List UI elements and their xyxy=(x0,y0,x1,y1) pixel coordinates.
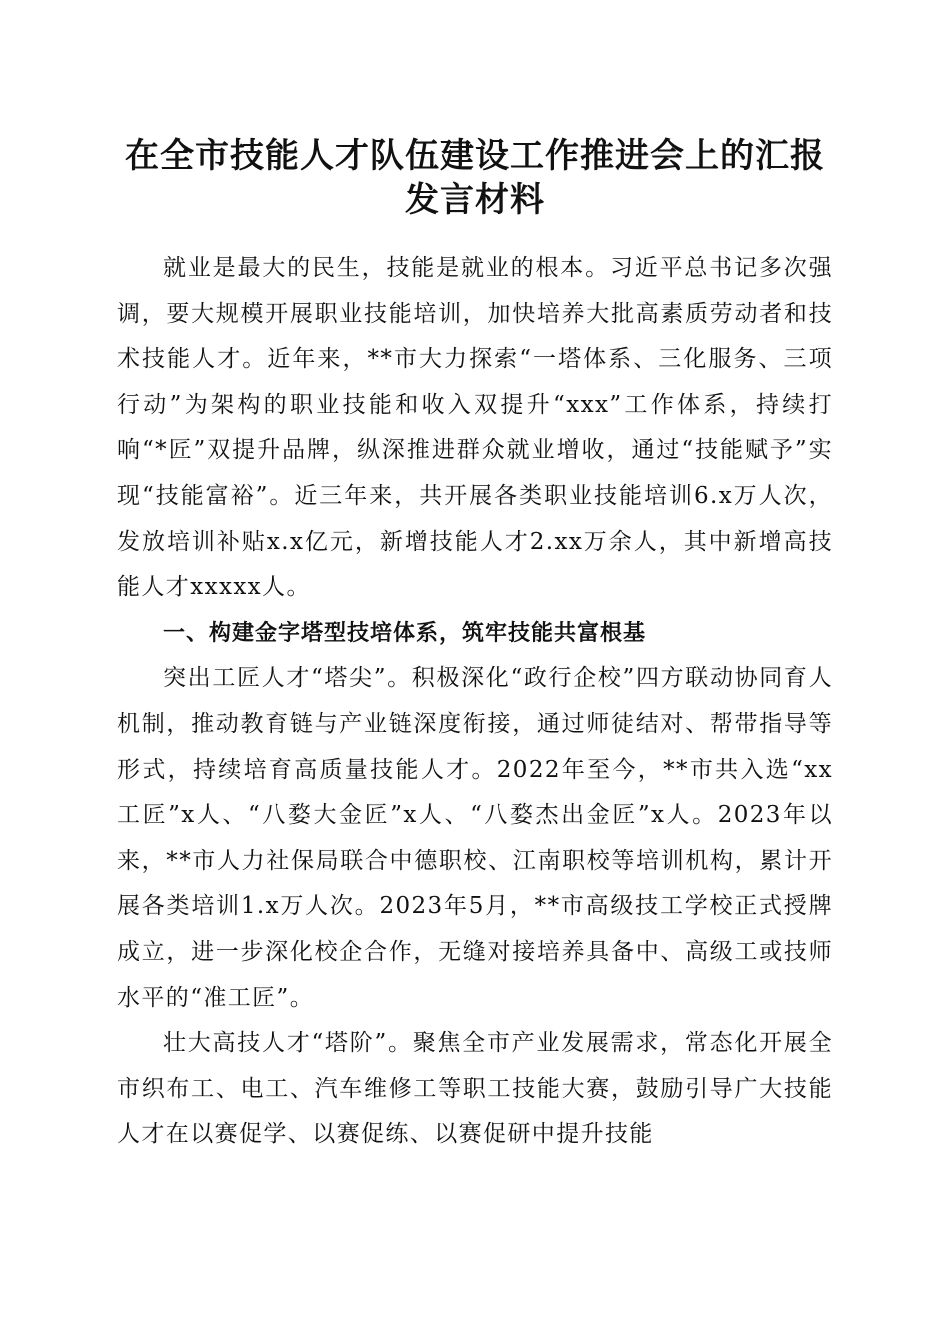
paragraph-tower-tip: 突出工匠人才“塔尖”。积极深化“政行企校”四方联动协同育人机制，推动教育链与产业链深度衔接，通过师徒结对、帮带指导等形式，持续培育高质量技能人才。2022年至今，**市共入选“xx工匠”x人、“八婺大金匠”x人、“八婺杰出金匠”x人。2023年以来，**市人力社保局联合中德职校、江南职校等培训机构，累计开展各类培训1.x万人次。2023年5月，**市高级技工学校正式授牌成立，进一步深化校企合作，无缝对接培养具备中、高级工或技师水平的“准工匠”。 xyxy=(117,665,833,1011)
document-title xyxy=(110,134,840,222)
section-heading-1: 一、构建金字塔型技培体系，筑牢技能共富根基 xyxy=(163,620,647,646)
title-line-2: 发言材料 xyxy=(405,180,545,220)
paragraph-tower-step: 壮大高技人才“塔阶”。聚焦全市产业发展需求，常态化开展全市织布工、电工、汽车维修工等职工技能大赛，鼓励引导广大技能人才在以赛促学、以赛促练、以赛促研中提升技能 xyxy=(117,1030,833,1148)
intro-paragraph: 就业是最大的民生，技能是就业的根本。习近平总书记多次强调，要大规模开展职业技能培训，加快培养大批高素质劳动者和技术技能人才。近年来，**市大力探索“一塔体系、三化服务、三项行动”为架构的职业技能和收入双提升“xxx”工作体系，持续打响“*匠”双提升品牌，纵深推进群众就业增收，通过“技能赋予”实现“技能富裕”。近三年来，共开展各类职业技能培训6.x万人次，发放培训补贴x.x亿元，新增技能人才2.xx万余人，其中新增高技能人才xxxxx人。 xyxy=(117,255,833,601)
title-line-1: 在全市技能人才队伍建设工作推进会上的汇报 xyxy=(125,136,825,176)
document-body xyxy=(117,246,833,1158)
